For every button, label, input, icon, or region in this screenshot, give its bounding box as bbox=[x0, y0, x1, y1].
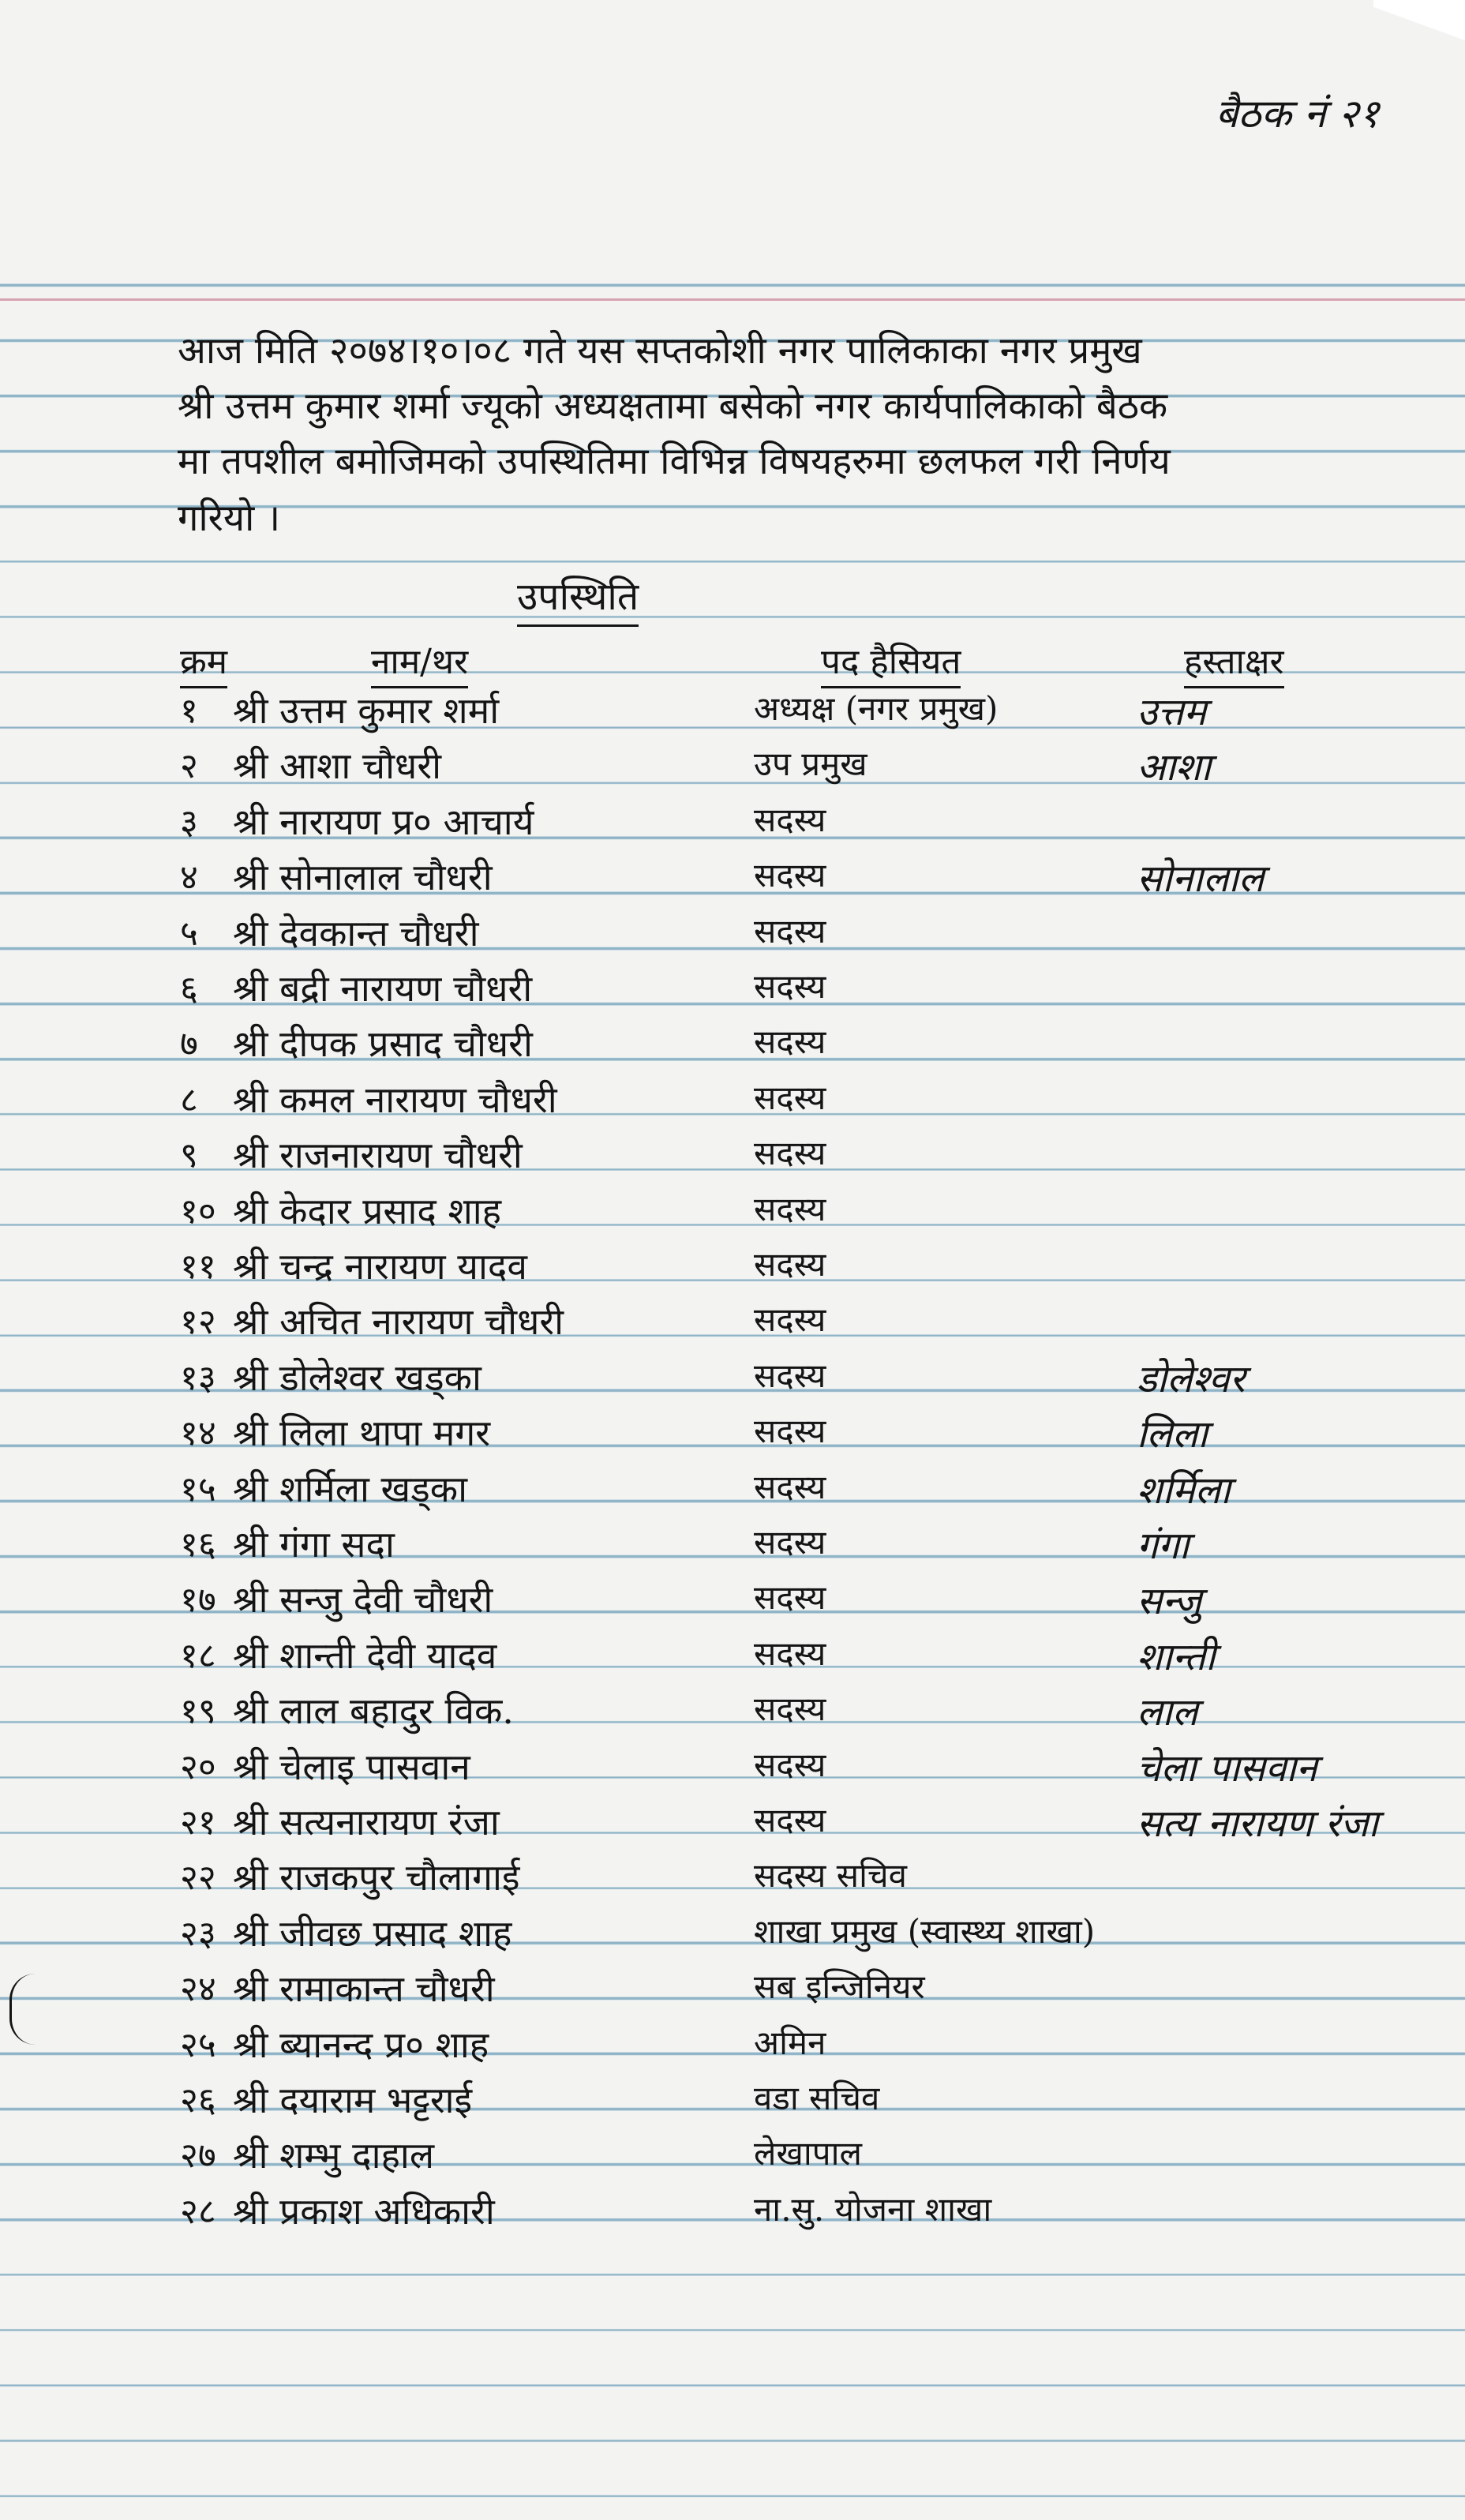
row-name: श्री कमल नारायण चौधरी bbox=[233, 1078, 557, 1121]
row-signature: सत्य नारायण रंजा bbox=[1137, 1802, 1379, 1846]
row-designation: शाखा प्रमुख (स्वास्थ्य शाखा) bbox=[754, 1912, 1096, 1951]
row-signature: सन्जु bbox=[1137, 1579, 1202, 1623]
row-signature: आशा bbox=[1137, 745, 1212, 789]
row-name: श्री शान्ती देवी यादव bbox=[233, 1634, 497, 1677]
row-designation: सदस्य bbox=[754, 1356, 826, 1395]
row-designation: सदस्य bbox=[754, 1634, 826, 1673]
row-name: श्री अचित नारायण चौधरी bbox=[233, 1300, 564, 1343]
attendance-row bbox=[0, 1464, 1465, 1511]
row-serial: ५ bbox=[180, 913, 198, 954]
row-name: श्री नारायण प्र० आचार्य bbox=[233, 801, 534, 843]
row-name: श्री सन्जु देवी चौधरी bbox=[233, 1578, 493, 1621]
row-designation: उप प्रमुख bbox=[754, 744, 867, 783]
attendance-row bbox=[0, 685, 1465, 733]
row-serial: १० bbox=[180, 1191, 216, 1232]
attendance-row bbox=[0, 1630, 1465, 1678]
row-designation: सदस्य bbox=[754, 1468, 826, 1506]
paragraph-line-4: गरियो । bbox=[178, 497, 281, 540]
attendance-row bbox=[0, 2019, 1465, 2067]
row-designation: सदस्य bbox=[754, 1022, 826, 1061]
row-designation: लेखापाल bbox=[754, 2134, 862, 2173]
meeting-number: बैठक नं २१ bbox=[1216, 91, 1380, 137]
row-serial: ११ bbox=[180, 1247, 216, 1287]
attendance-row bbox=[0, 1018, 1465, 1066]
row-name: श्री लिला थापा मगर bbox=[233, 1412, 491, 1454]
row-serial: ७ bbox=[180, 1024, 198, 1064]
row-signature: उत्तम bbox=[1137, 690, 1207, 734]
row-name: श्री प्रकाश अधिकारी bbox=[233, 2190, 495, 2233]
attendance-row bbox=[0, 1519, 1465, 1566]
row-serial: ८ bbox=[180, 1080, 198, 1120]
attendance-row bbox=[0, 1130, 1465, 1177]
paragraph-line-1: आज मिति २०७४।१०।०८ गते यस सप्तकोशी नगर पालिकाका नगर प्रमुख bbox=[178, 329, 1142, 373]
row-signature: चेला पासवान bbox=[1137, 1746, 1317, 1791]
row-designation: सदस्य bbox=[754, 856, 826, 894]
row-name: श्री शम्भु दाहाल bbox=[233, 2134, 435, 2177]
header-serial: क्रम bbox=[180, 636, 227, 688]
attendance-row bbox=[0, 1852, 1465, 1899]
row-designation: अमिन bbox=[754, 2023, 826, 2062]
attendance-row bbox=[0, 741, 1465, 788]
header-name: नाम/थर bbox=[371, 636, 468, 688]
row-designation: सब इन्जिनियर bbox=[754, 1967, 925, 2006]
row-name: श्री सत्यनारायण रंजा bbox=[233, 1801, 500, 1843]
row-serial: १५ bbox=[180, 1469, 216, 1509]
row-serial: २१ bbox=[180, 1802, 216, 1843]
row-designation: सदस्य bbox=[754, 1578, 826, 1617]
row-serial: २६ bbox=[180, 2080, 216, 2121]
header-designation: पद हैसियत bbox=[821, 636, 961, 688]
row-serial: २७ bbox=[180, 2136, 216, 2176]
row-serial: १७ bbox=[180, 1580, 216, 1620]
row-serial: २० bbox=[180, 1747, 216, 1787]
row-designation: वडा सचिव bbox=[754, 2079, 880, 2117]
row-serial: १ bbox=[180, 691, 198, 731]
row-designation: सदस्य bbox=[754, 801, 826, 839]
row-serial: २८ bbox=[180, 2192, 216, 2232]
row-serial: १९ bbox=[180, 1691, 216, 1731]
attendance-row bbox=[0, 1742, 1465, 1789]
row-name: श्री शर्मिला खड्का bbox=[233, 1468, 468, 1510]
row-designation: ना.सु. योजना शाखा bbox=[754, 2190, 992, 2229]
row-name: श्री आशा चौधरी bbox=[233, 744, 442, 787]
row-signature: शर्मिला bbox=[1137, 1468, 1231, 1513]
row-name: श्री बद्री नारायण चौधरी bbox=[233, 967, 533, 1010]
row-designation: सदस्य bbox=[754, 1801, 826, 1839]
row-serial: १३ bbox=[180, 1358, 216, 1398]
row-serial: ९ bbox=[180, 1135, 198, 1176]
attendance-row bbox=[0, 1797, 1465, 1844]
row-designation: सदस्य bbox=[754, 1245, 826, 1284]
attendance-row bbox=[0, 2186, 1465, 2233]
attendance-row bbox=[0, 2130, 1465, 2177]
row-serial: १८ bbox=[180, 1636, 216, 1676]
row-designation: सदस्य bbox=[754, 1300, 826, 1339]
row-signature: लाल bbox=[1137, 1690, 1198, 1734]
paragraph-line-2: श्री उत्तम कुमार शर्मा ज्यूको अध्यक्षतामा बसेको नगर कार्यपालिकाको बैठक bbox=[178, 384, 1168, 428]
row-name: श्री राजनारायण चौधरी bbox=[233, 1134, 523, 1176]
row-serial: १२ bbox=[180, 1302, 216, 1342]
attendance-row bbox=[0, 1352, 1465, 1400]
row-serial: २ bbox=[180, 746, 198, 786]
row-signature: शान्ती bbox=[1137, 1635, 1216, 1679]
row-signature: सोनालाल bbox=[1137, 857, 1265, 901]
row-designation: सदस्य bbox=[754, 1412, 826, 1450]
row-name: श्री जीवछ प्रसाद शाह bbox=[233, 1912, 512, 1955]
attendance-row bbox=[0, 852, 1465, 899]
row-name: श्री डोलेश्वर खड्का bbox=[233, 1356, 481, 1399]
row-name: श्री लाल बहादुर विक. bbox=[233, 1689, 514, 1732]
row-designation: सदस्य bbox=[754, 967, 826, 1006]
attendance-row bbox=[0, 1186, 1465, 1233]
attendance-title: उपस्थिति bbox=[517, 570, 639, 627]
row-designation: सदस्य bbox=[754, 1190, 826, 1228]
attendance-row bbox=[0, 1408, 1465, 1455]
attendance-row bbox=[0, 1241, 1465, 1288]
attendance-row bbox=[0, 1074, 1465, 1122]
attendance-row bbox=[0, 908, 1465, 955]
row-name: श्री राजकपुर चौलागाई bbox=[233, 1856, 520, 1899]
row-designation: सदस्य bbox=[754, 1134, 826, 1172]
attendance-row bbox=[0, 797, 1465, 844]
row-name: श्री उत्तम कुमार शर्मा bbox=[233, 689, 500, 732]
row-name: श्री ब्यानन्द प्र० शाह bbox=[233, 2023, 489, 2066]
row-signature: डोलेश्वर bbox=[1137, 1357, 1246, 1401]
row-designation: सदस्य bbox=[754, 912, 826, 951]
paragraph-line-3: मा तपशील बमोजिमको उपस्थितिमा विभिन्न विषयहरुमा छलफल गरी निर्णय bbox=[178, 440, 1171, 483]
attendance-row bbox=[0, 1686, 1465, 1733]
row-name: श्री चेलाइ पासवान bbox=[233, 1746, 470, 1788]
row-serial: ६ bbox=[180, 969, 198, 1009]
attendance-row bbox=[0, 963, 1465, 1011]
attendance-row bbox=[0, 1908, 1465, 1956]
attendance-row bbox=[0, 1963, 1465, 2011]
row-serial: २४ bbox=[180, 1969, 216, 2009]
row-name: श्री देवकान्त चौधरी bbox=[233, 912, 479, 954]
folded-corner bbox=[1373, 0, 1465, 55]
header-signature: हस्ताक्षर bbox=[1184, 636, 1284, 688]
red-margin-line bbox=[0, 298, 1465, 301]
attendance-row bbox=[0, 2075, 1465, 2122]
row-name: श्री सोनालाल चौधरी bbox=[233, 856, 493, 898]
row-designation: सदस्य bbox=[754, 1523, 826, 1562]
row-serial: १६ bbox=[180, 1524, 216, 1565]
row-designation: सदस्य bbox=[754, 1746, 826, 1784]
row-name: श्री दीपक प्रसाद चौधरी bbox=[233, 1022, 533, 1065]
row-name: श्री रामाकान्त चौधरी bbox=[233, 1967, 495, 2010]
row-serial: २५ bbox=[180, 2025, 216, 2065]
row-designation: सदस्य bbox=[754, 1689, 826, 1728]
row-serial: १४ bbox=[180, 1413, 216, 1453]
row-name: श्री चन्द्र नारायण यादव bbox=[233, 1245, 527, 1288]
row-signature: लिला bbox=[1137, 1412, 1208, 1457]
row-signature: गंगा bbox=[1137, 1524, 1190, 1568]
row-name: श्री केदार प्रसाद शाह bbox=[233, 1190, 502, 1232]
attendance-row bbox=[0, 1574, 1465, 1622]
row-name: श्री गंगा सदा bbox=[233, 1523, 395, 1566]
row-designation: अध्यक्ष (नगर प्रमुख) bbox=[754, 689, 999, 728]
row-serial: ४ bbox=[180, 857, 198, 898]
row-serial: ३ bbox=[180, 802, 198, 842]
row-designation: सदस्य bbox=[754, 1078, 826, 1117]
row-designation: सदस्य सचिव bbox=[754, 1856, 908, 1895]
row-serial: २२ bbox=[180, 1858, 216, 1898]
attendance-row bbox=[0, 1296, 1465, 1344]
row-name: श्री दयाराम भट्टराई bbox=[233, 2079, 473, 2121]
row-serial: २३ bbox=[180, 1914, 216, 1954]
